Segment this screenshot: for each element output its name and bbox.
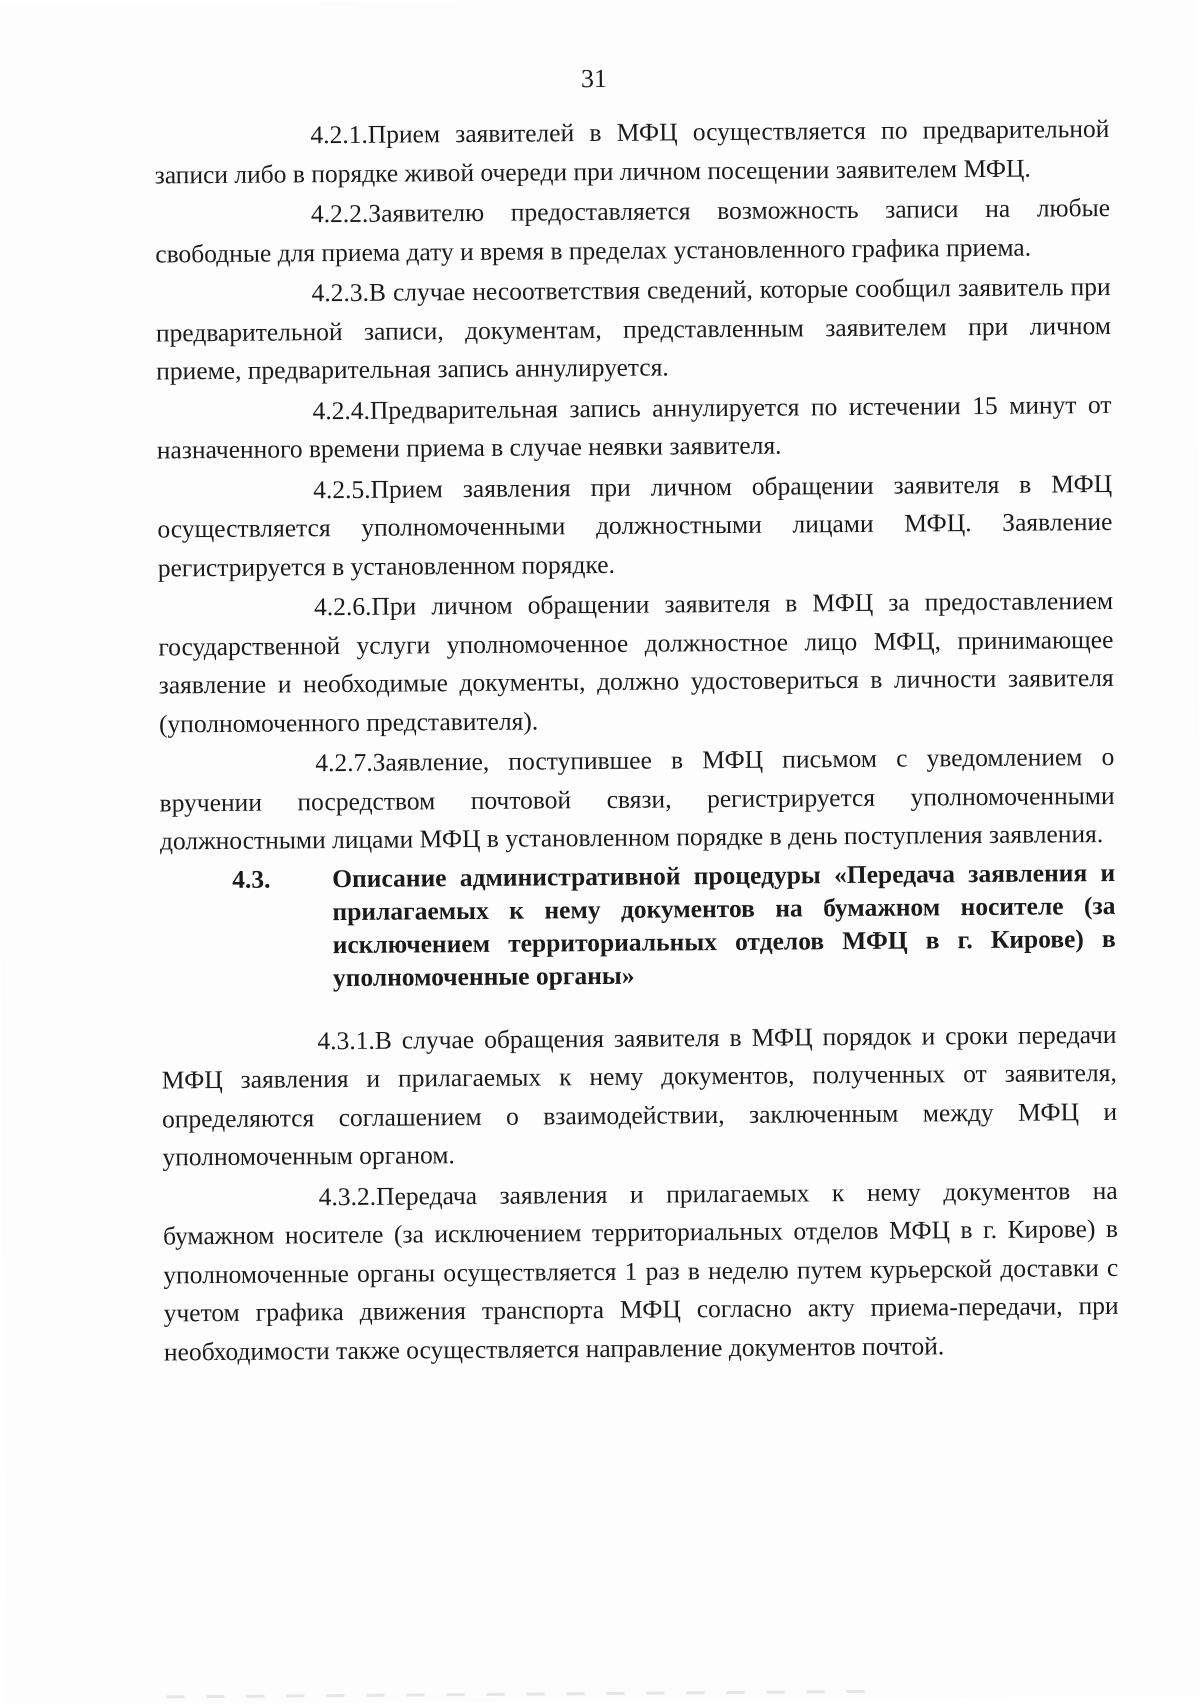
paragraph-text: В случае обращения заявителя в МФЦ порядок и сроки передачи МФЦ заявления и прилагаемых к нему документов, полученных от заявителя, определяются соглашением о взаимодействии, заключенным между МФЦ и уполномоченным органом. <box>161 1019 1118 1172</box>
paragraph-number: 4.2.6. <box>313 591 372 622</box>
section-number: 4.3. <box>232 864 271 894</box>
paragraph-4-2-7 <box>159 738 1115 861</box>
paragraph-text: При личном обращении заявителя в МФЦ за предоставлением государственной услуги уполномоченное должностное лицо МФЦ, принимающее заявление и необходимые документы, должно удостовериться в личности заявителя (уполномоченного представителя). <box>158 585 1114 738</box>
paragraph-4-2-3 <box>155 268 1111 391</box>
paragraph-number: 4.2.7. <box>315 747 373 778</box>
paragraph-number: 4.3.1. <box>317 1025 375 1055</box>
paragraph-number: 4.2.2. <box>310 198 369 229</box>
paragraph-number: 4.2.4. <box>312 395 371 425</box>
paragraph-text: Передача заявления и прилагаемых к нему документов на бумажном носителе (за исключением территориальных отделов МФЦ в г. Кирове) в уполномоченные органы осуществляется 1 раз в неделю путем курьерской доставки с учетом графика движения транспорта МФЦ согласно акту приема-передачи, при необходимости также осуществляется направление документов почтой. <box>162 1175 1119 1366</box>
document-body <box>154 110 1119 1373</box>
paragraph-number: 4.2.1. <box>310 119 368 150</box>
paragraph-4-2-5 <box>157 464 1113 587</box>
paragraph-4-3-1 <box>161 1015 1117 1176</box>
paragraph-text: Заявление, поступившее в МФЦ письмом с уведомлением о вручении посредством почтовой связи, регистрируется уполномоченными должностными лицами МФЦ в установленном порядке в день поступления заявления. <box>159 741 1115 856</box>
paragraph-4-2-4 <box>156 385 1112 469</box>
paragraph-number: 4.3.2. <box>318 1181 377 1211</box>
paragraph-4-2-6 <box>158 582 1114 743</box>
paragraph-text: Прием заявителей в МФЦ осуществляется по предварительной записи либо в порядке живой очереди при личном посещении заявителем МФЦ. <box>154 113 1110 189</box>
paragraph-text: В случае несоответствия сведений, которые сообщил заявитель при предварительной записи, документам, представленным заявителем при личном приеме, предварительная запись аннулируется. <box>155 271 1112 386</box>
paragraph-4-3-2 <box>163 1171 1119 1371</box>
scan-artifact <box>167 1690 867 1698</box>
paragraph-4-2-1 <box>154 110 1110 194</box>
section-heading-4-3 <box>160 855 1116 994</box>
paragraph-number: 4.2.5. <box>313 474 371 504</box>
paragraph-4-2-2 <box>155 189 1111 273</box>
paragraph-text: Прием заявления при личном обращении заявителя в МФЦ осуществляется уполномоченными должностными лицами МФЦ. Заявление регистрируется в установленном порядке. <box>157 468 1113 582</box>
paragraph-text: Предварительная запись аннулируется по истечении 15 минут от назначенного времени приема в случае неявки заявителя. <box>156 389 1112 465</box>
section-title: Описание административной процедуры «Передача заявления и прилагаемых к нему документов на бумажном носителе (за исключением территориальных отделов МФЦ в г. Кирове) в уполномоченные органы» <box>332 857 1116 992</box>
paragraph-number: 4.2.3. <box>311 277 370 308</box>
paragraph-text: Заявителю предоставляется возможность записи на любые свободные для приема дату и время в пределах установленного графика приема. <box>155 192 1111 268</box>
page-number: 31 <box>580 63 608 94</box>
